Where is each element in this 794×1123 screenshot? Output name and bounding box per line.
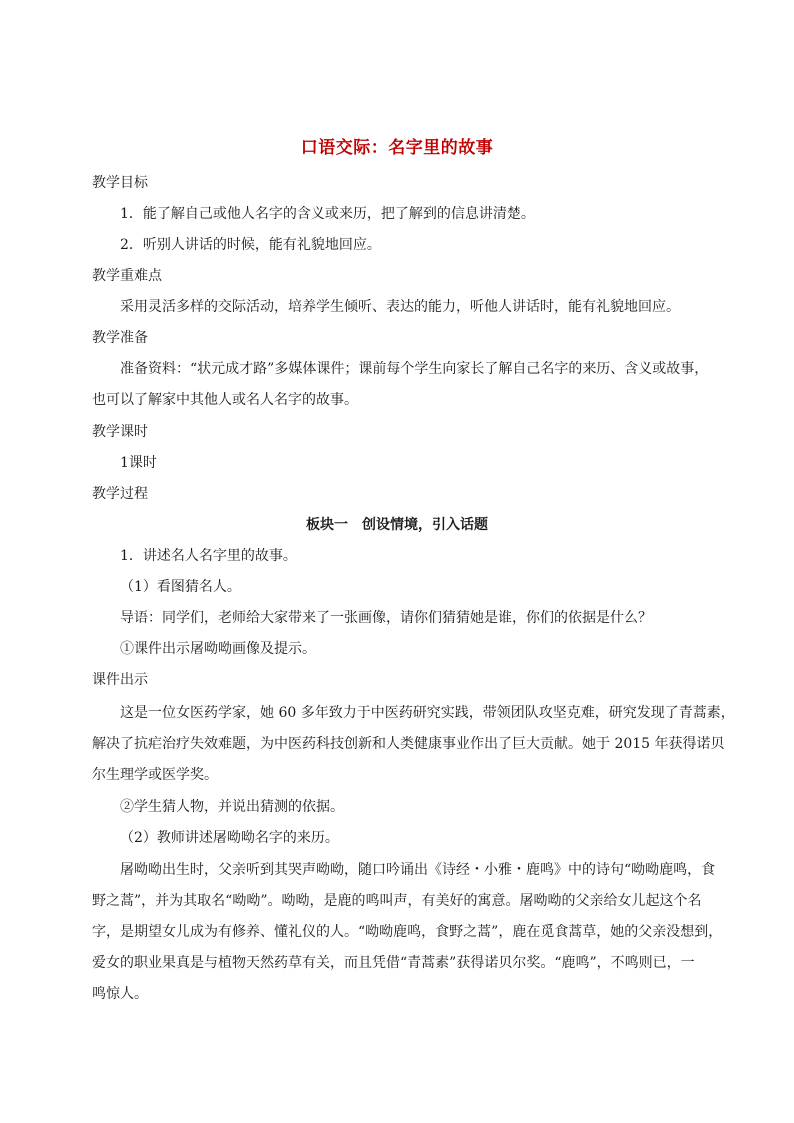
story-line-5: 鸣惊人。 — [92, 986, 148, 1002]
section-heading-key-points: 教学重难点 — [92, 268, 162, 284]
goal-item-1: 1．能了解自己或他人名字的含义或来历，把了解到的信息讲清楚。 — [120, 206, 535, 222]
story-line-2: 野之蒿”，并为其取名“呦呦”。呦呦，是鹿的鸣叫声，有美好的寓意。屠呦呦的父亲给女儿起这个名 — [92, 893, 702, 909]
preparation-line-1: 准备资料：“状元成才路”多媒体课件；课前每个学生向家长了解自己名字的来历、含义或故事， — [120, 361, 709, 377]
hours-text: 1课时 — [120, 455, 157, 471]
story-line-3: 字，是期望女儿成为有修养、懂礼仪的人。“呦呦鹿鸣，食野之蒿”，鹿在觅食蒿草，她的父亲没想到， — [92, 924, 723, 940]
preparation-line-2: 也可以了解家中其他人或名人名字的故事。 — [92, 392, 358, 408]
section-heading-goals: 教学目标 — [92, 175, 148, 191]
story-line-4: 爱女的职业果真是与植物天然药草有关，而且凭借“青蒿素”获得诺贝尔奖。“鹿鸣”，不鸣则已，一 — [92, 955, 695, 971]
document-title: 口语交际：名字里的故事 — [300, 138, 494, 158]
courseware-line-1: 这是一位女医药学家，她 60 多年致力于中医药研究实践，带领团队攻坚克难，研究发现了青蒿素， — [120, 705, 735, 721]
story-line-1: 屠呦呦出生时，父亲听到其哭声呦呦，随口吟诵出《诗经・小雅・鹿鸣》中的诗句“呦呦鹿鸣，食 — [120, 862, 716, 878]
section-heading-process: 教学过程 — [92, 486, 148, 502]
process-intro: 导语：同学们，老师给大家带来了一张画像，请你们猜猜她是谁，你们的依据是什么？ — [120, 610, 652, 626]
courseware-heading: 课件出示 — [92, 672, 148, 688]
process-item-story: （2）教师讲述屠呦呦名字的来历。 — [120, 830, 339, 846]
process-item-1: 1．讲述名人名字里的故事。 — [120, 548, 297, 564]
process-step-1: ①课件出示屠呦呦画像及提示。 — [120, 641, 316, 657]
courseware-line-3: 尔生理学或医学奖。 — [92, 767, 218, 783]
section-heading-hours: 教学课时 — [92, 424, 148, 440]
process-item-guess: （1）看图猜名人。 — [120, 579, 241, 595]
section-heading-preparation: 教学准备 — [92, 330, 148, 346]
block-1-title: 板块一 创设情境，引入话题 — [306, 517, 488, 533]
courseware-line-2: 解决了抗疟治疗失效难题，为中医药科技创新和人类健康事业作出了巨大贡献。她于 2015 年获得诺贝 — [92, 736, 725, 752]
goal-item-2: 2．听别人讲话的时候，能有礼貌地回应。 — [120, 237, 381, 253]
key-points-text: 采用灵活多样的交际活动，培养学生倾听、表达的能力，听他人讲话时，能有礼貌地回应。 — [120, 299, 680, 315]
process-step-2: ②学生猜人物，并说出猜测的依据。 — [120, 799, 344, 815]
